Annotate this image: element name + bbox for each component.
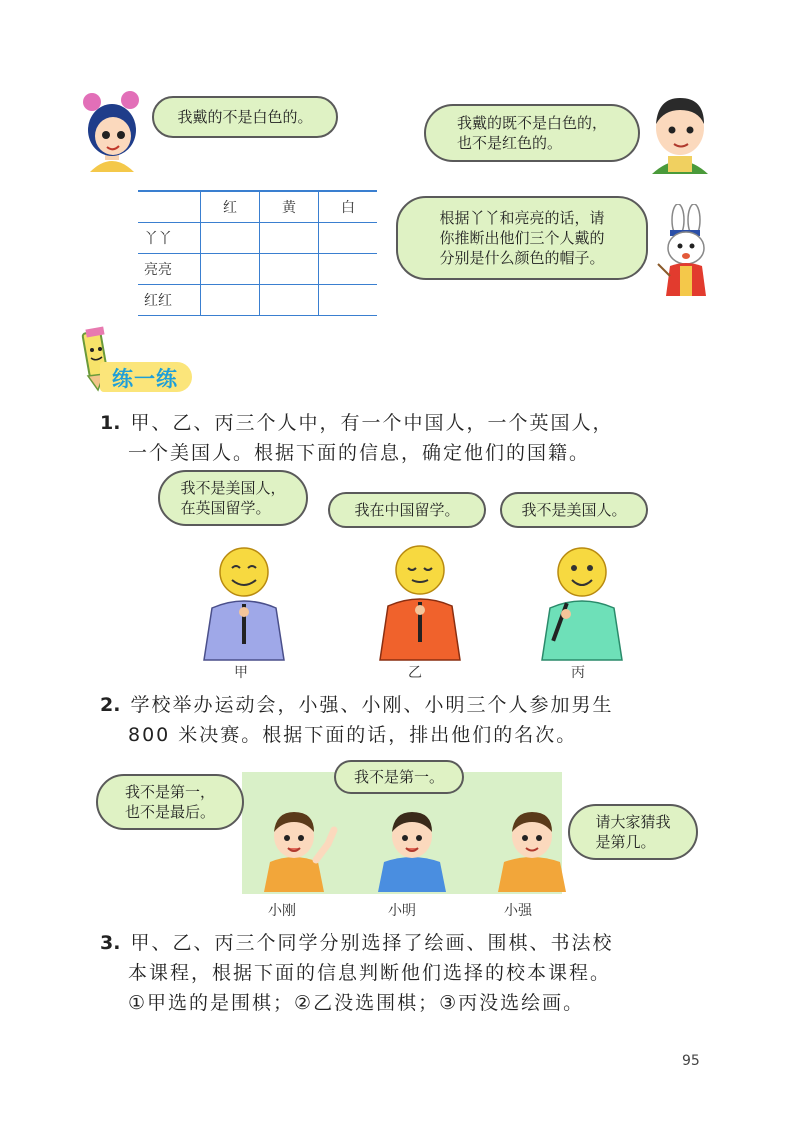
bubble-text: 也不是最后。 [124, 803, 215, 821]
row-header: 亮亮 [138, 254, 201, 285]
problem-number: 1. [100, 412, 121, 434]
bubble-text: 我不是美国人。 [521, 501, 627, 519]
person-yi-speech-bubble [328, 492, 486, 528]
liangliang-speech-bubble [424, 104, 640, 162]
bubble-text: 我不是第一， [124, 783, 215, 801]
rabbit-speech-bubble [396, 196, 648, 280]
person-name-jia: 甲 [234, 665, 248, 681]
column-header: 白 [319, 191, 378, 223]
table-cell [319, 223, 378, 254]
xiaoqiang-figure [492, 800, 572, 894]
xiaogang-figure [256, 800, 340, 894]
problem-number: 3. [100, 932, 121, 954]
bubble-text: 分别是什么颜色的帽子。 [439, 249, 605, 267]
yaya-figure [72, 80, 152, 175]
row-header: 红红 [138, 285, 201, 316]
problem-1-text [100, 408, 613, 468]
hat-color-table [138, 190, 377, 316]
table-cell [260, 285, 319, 316]
table-cell [260, 223, 319, 254]
person-jia-figure [198, 542, 290, 662]
bubble-text: 我戴的既不是白色的， [456, 114, 607, 132]
table-cell [260, 254, 319, 285]
bubble-text: 我戴的不是白色的。 [177, 108, 313, 126]
yaya-speech-bubble [152, 96, 338, 138]
rabbit-teacher-figure [650, 204, 718, 300]
bubble-text: 在英国留学。 [180, 499, 271, 517]
table-cell [319, 285, 378, 316]
column-header: 黄 [260, 191, 319, 223]
bubble-text: 根据丫丫和亮亮的话，请 [439, 209, 605, 227]
person-bing-speech-bubble [500, 492, 648, 528]
person-jia-speech-bubble [158, 470, 308, 526]
problem-line: 本课程，根据下面的信息判断他们选择的校本课程。 [128, 962, 612, 984]
xiaoming-figure [372, 800, 452, 894]
xiaoqiang-speech-bubble [568, 804, 698, 860]
name-xiaoqiang: 小强 [504, 903, 532, 919]
bubble-text: 我不是第一。 [353, 768, 444, 786]
row-header: 丫丫 [138, 223, 201, 254]
problem-line: 甲、乙、丙三个同学分别选择了绘画、围棋、书法校 [130, 932, 614, 954]
bubble-text: 你推断出他们三个人戴的 [439, 229, 605, 247]
problem-line: 甲、乙、丙三个人中，有一个中国人，一个英国人， [130, 412, 614, 434]
problem-number: 2. [100, 694, 121, 716]
bubble-text: 请大家猜我 [595, 813, 671, 831]
table-cell [201, 254, 260, 285]
bubble-text: 是第几。 [595, 833, 656, 851]
person-name-yi: 乙 [408, 665, 422, 681]
problem-line: 800 米决赛。根据下面的话，排出他们的名次。 [128, 724, 578, 746]
liangliang-figure [644, 88, 716, 176]
xiaoming-speech-bubble [334, 760, 464, 794]
section-title: 练一练 [112, 367, 178, 391]
name-xiaoming: 小明 [388, 903, 416, 919]
table-cell [319, 254, 378, 285]
page-number: 95 [682, 1053, 700, 1069]
xiaogang-speech-bubble [96, 774, 244, 830]
table-cell [201, 223, 260, 254]
bubble-text: 我在中国留学。 [354, 501, 460, 519]
problem-line: ①甲选的是围棋；②乙没选围棋；③丙没选绘画。 [128, 992, 585, 1014]
column-header: 红 [201, 191, 260, 223]
person-yi-figure [374, 540, 466, 662]
problem-3-text [100, 928, 613, 1018]
bubble-text: 也不是红色的。 [456, 134, 562, 152]
name-xiaogang: 小刚 [268, 903, 296, 919]
problem-line: 一个美国人。根据下面的信息，确定他们的国籍。 [128, 442, 591, 464]
person-name-bing: 丙 [571, 665, 585, 681]
bubble-text: 我不是美国人， [180, 479, 286, 497]
problem-line: 学校举办运动会，小强、小刚、小明三个人参加男生 [130, 694, 614, 716]
table-cell [201, 285, 260, 316]
person-bing-figure [536, 542, 628, 662]
problem-2-text [100, 690, 613, 750]
table-corner-cell [138, 191, 201, 223]
